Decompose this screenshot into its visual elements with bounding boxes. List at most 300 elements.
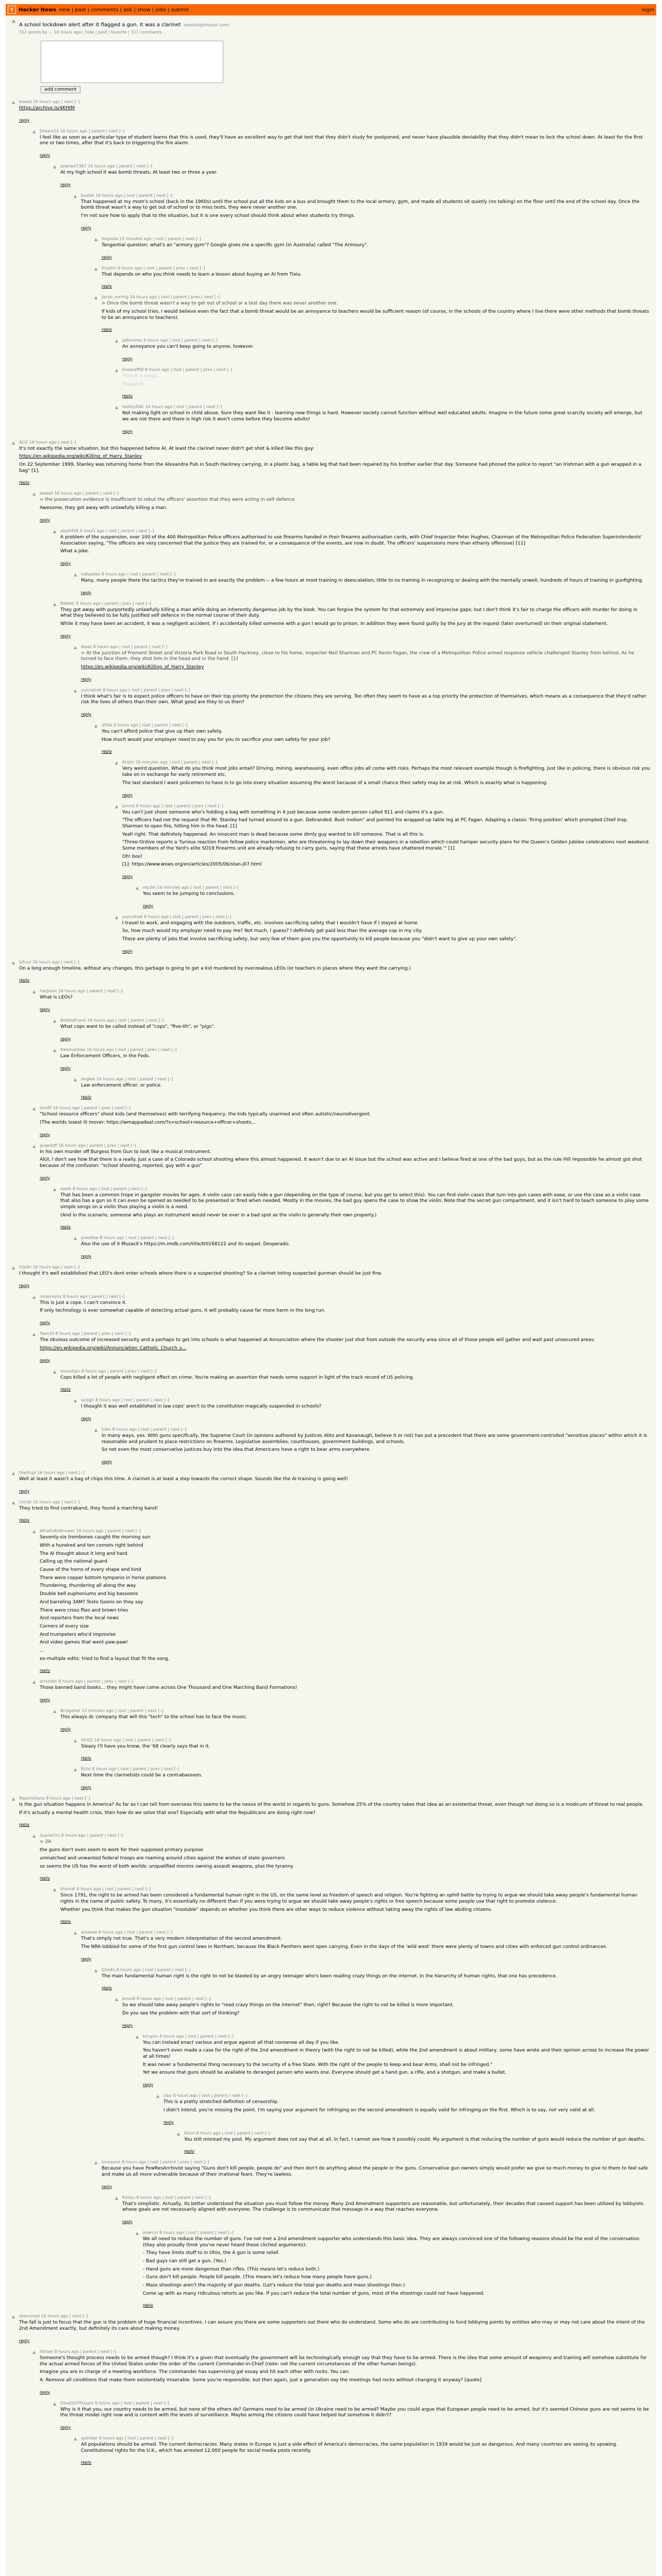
reply-link[interactable]: reply — [184, 2149, 195, 2154]
comment-header[interactable]: diaaz 8 hours ago | root | parent | next [–] — [81, 644, 168, 649]
comment-header[interactable]: blfuur 16 hours ago | next [–] — [19, 959, 80, 964]
comment-body — [81, 645, 650, 686]
comment-header[interactable]: tobn 8 hours ago | root | parent | next [–] — [102, 1427, 187, 1432]
upvote-arrow-icon[interactable]: ▲ — [32, 2349, 36, 2354]
comment-header[interactable]: ftdAHC 8 hours ago | parent | prev | next [–] — [60, 601, 151, 606]
reply-link[interactable]: reply — [102, 327, 112, 332]
reply-link[interactable]: reply — [60, 1387, 71, 1392]
comment-text — [60, 607, 650, 628]
reply-link[interactable]: reply — [40, 1175, 51, 1180]
story-site[interactable]: (washingtonpost.com) — [183, 23, 230, 27]
upvote-arrow-icon[interactable]: ▲ — [32, 1529, 36, 1534]
upvote-arrow-icon[interactable]: ▲ — [74, 645, 77, 650]
upvote-arrow-icon[interactable]: ▲ — [12, 440, 15, 445]
nav-links[interactable]: new | past | comments | ask | show | jobs | submit — [59, 7, 189, 13]
upvote-arrow-icon[interactable]: ▲ — [32, 492, 36, 497]
upvote-arrow-icon[interactable]: ▲ — [115, 2195, 119, 2200]
upvote-arrow-icon[interactable]: ▲ — [115, 804, 119, 809]
comment-header[interactable]: nahpalee 8 hours ago | root | parent | next [–] — [81, 571, 176, 577]
reply-link[interactable]: reply — [19, 978, 30, 983]
comment-header[interactable]: jmarcin 8 hours ago | root | parent | next [–] — [143, 2230, 234, 2235]
comment-paragraph: > 2A — [40, 1839, 52, 1845]
comment-text — [40, 1685, 650, 1691]
comment-row — [136, 885, 650, 912]
comment-paragraph: - They have limits stuff to in Ohio, the A gun is some relief. — [143, 2250, 279, 2256]
reply-link[interactable]: reply — [122, 948, 133, 954]
upvote-arrow-icon[interactable]: ▲ — [53, 164, 57, 170]
upvote-arrow-icon[interactable]: ▲ — [74, 1236, 77, 1241]
upvote-arrow-icon[interactable]: ▲ — [74, 1767, 77, 1772]
comment-row — [32, 2349, 650, 2399]
comment-paragraph: In his own murder off Burgess from Gun to look like a musical instrument. — [40, 1149, 211, 1155]
comment-header[interactable]: itbrian 8 hours ago | parent | next [–] — [40, 2349, 117, 2354]
comment-text — [102, 243, 650, 249]
comment-body — [60, 2401, 650, 2434]
upvote-arrow-icon[interactable]: ▲ — [53, 601, 57, 606]
upvote-arrow-icon[interactable]: ▲ — [94, 295, 98, 300]
comment-body — [60, 1018, 650, 1045]
comment-header[interactable]: axelk 8 hours ago | root | parent | next [–] — [60, 1186, 147, 1191]
upvote-arrow-icon[interactable]: ▲ — [136, 2034, 139, 2039]
upvote-arrow-icon[interactable]: ▲ — [32, 1680, 36, 1685]
comment-text — [40, 1300, 650, 1314]
comment-row — [74, 1930, 650, 1965]
comment-body — [60, 1887, 650, 1928]
comment-paragraph: > Once the bomb threat wasn't a way to get out of school or a test day there was never another one. — [102, 301, 338, 307]
comment-paragraph: An annoyance you can't keep going to anyone, however. — [122, 344, 254, 350]
comment-header[interactable]: yuncatrell 8 hours ago | root | parent | prev | next [–] — [122, 914, 231, 919]
reply-link[interactable]: reply — [122, 356, 133, 361]
comment-header[interactable]: arnmt 8 hours ago | root | parent | prev | next [–] — [122, 803, 223, 808]
comment-header[interactable]: harpoon 16 hours ago | parent | next [–] — [40, 989, 123, 994]
upvote-arrow-icon[interactable]: ▲ — [177, 2131, 180, 2136]
comment-paragraph: What cops want to be called instead of "cops", "five-0h", or "pigs". — [60, 1024, 216, 1030]
upvote-arrow-icon[interactable]: ▲ — [115, 760, 119, 766]
comment-paragraph: Well at least it wasn't a bag of chips this time. A clarinet is at least a step towards the correct shape. Sounds like the AI training is going well! — [19, 1476, 349, 1482]
reply-link[interactable]: reply — [40, 517, 51, 522]
comment-header[interactable]: diamoned 16 hours ago | next [–] — [19, 2314, 88, 2319]
comment-body — [60, 601, 650, 642]
comment-paragraph: We all need to reduce the number of guns. I've not met a 2nd amendment supporter who understands this basic idea. They are always convinced one of the following reasons should be the end of the conversation (they also proudly think you've never heard these cliched arguments): — [143, 2236, 640, 2248]
reply-link[interactable]: reply — [143, 2082, 154, 2088]
reply-link[interactable]: reply — [122, 429, 133, 434]
upvote-arrow-icon[interactable]: ▲ — [53, 1019, 57, 1024]
comment-header[interactable]: Alton 8 hours ago | root | parent | next [–] — [184, 2130, 270, 2136]
comment-paragraph: Law enforcement officer, or police. — [81, 1082, 162, 1088]
comment-header[interactable]: kirupiiu 8 hours ago | root | parent | next [–] — [143, 2033, 234, 2039]
comment-row — [32, 1106, 650, 1141]
upvote-arrow-icon[interactable]: ▲ — [32, 1106, 36, 1111]
upvote-arrow-icon[interactable]: ▲ — [115, 367, 119, 372]
comment-text — [40, 135, 650, 147]
comment-body — [19, 1265, 650, 1292]
comment-body — [81, 1930, 650, 1965]
upvote-arrow-icon[interactable]: ▲ — [12, 1797, 15, 1802]
comment-header[interactable]: chrisb 16 hours ago | next [–] — [19, 1499, 80, 1504]
comment-paragraph: At my high school it was bomb threats. At least two or three a year. — [60, 170, 218, 176]
reply-link[interactable]: reply — [122, 2219, 133, 2224]
upvote-arrow-icon[interactable]: ▲ — [74, 1738, 77, 1743]
comment-row — [94, 1968, 650, 1995]
comment-header[interactable]: linguida 15 minutes ago | root | parent | next [–] — [102, 236, 202, 241]
comment-body — [60, 164, 650, 191]
comment-paragraph: Is the gun situation happens in America? As far as I can tell from overseas this seems to be the nexus of the world in regards to guns. Somehow 25% of the country takes that idea as an existential threat, even though not doing so is a modicum of threat to real people. — [19, 1802, 644, 1808]
comment-header[interactable]: gillemirez 6 hours ago | root | parent | next [–] — [122, 338, 218, 343]
site-name[interactable]: Hacker News — [19, 7, 56, 13]
reply-link[interactable]: reply — [81, 1095, 92, 1100]
comment-text — [19, 1802, 650, 1816]
comment-header[interactable]: siby 8 hours ago | root | parent | next [–] — [163, 2093, 247, 2098]
comment-row — [115, 338, 650, 365]
comment-body — [19, 960, 650, 987]
comment-row — [94, 2160, 650, 2193]
comment-text — [60, 1893, 650, 1913]
comment-row — [53, 164, 650, 191]
comment-body — [81, 1738, 650, 1765]
upvote-arrow-icon[interactable]: ▲ — [74, 1930, 77, 1936]
comment-text — [60, 170, 650, 176]
comment-body — [122, 1996, 650, 2031]
upvote-arrow-icon[interactable]: ▲ — [94, 723, 98, 728]
comment-body — [40, 2349, 650, 2399]
comment-header[interactable]: OliveSOTRUsers 8 hours ago | root | parent | next [–] — [60, 2400, 169, 2405]
comment-header[interactable]: HCGS 14 hours ago | root | parent | next [–] — [81, 1737, 171, 1742]
upvote-arrow-icon[interactable]: ▲ — [12, 960, 15, 965]
comment-header[interactable]: buster 16 hours ago | root | parent | next [–] — [81, 193, 172, 198]
comment-text — [81, 1936, 650, 1950]
comment-header[interactable]: azarte47367 16 hours ago | parent | next [–] — [60, 164, 153, 169]
upvote-arrow-icon[interactable]: ▲ — [12, 1265, 15, 1270]
upvote-arrow-icon[interactable]: ▲ — [32, 1294, 36, 1299]
comment-body — [102, 2160, 650, 2193]
reply-link[interactable]: reply — [122, 394, 133, 399]
reply-link[interactable]: reply — [102, 749, 112, 754]
comment-paragraph: It was never a fundamental thing necessary to the security of a free State. With the right of the people to keep and bear Arms, shall not be infringed." — [143, 2062, 493, 2067]
comment-header[interactable]: tr0j4n 16 hours ago | next [–] — [19, 1265, 80, 1270]
comment-row — [136, 2230, 650, 2312]
upvote-arrow-icon[interactable]: ▲ — [94, 1427, 98, 1432]
comment-paragraph[interactable]: https://en.wikipedia.org/wiki/Killing_of_Harry_Stanley — [19, 454, 142, 460]
comment-row — [53, 1369, 650, 1396]
comment-row — [177, 2131, 650, 2158]
comment-row — [53, 1187, 650, 1234]
comment-body — [19, 440, 650, 489]
reply-link[interactable]: reply — [40, 1698, 51, 1702]
comment-paragraph: Next time the clarinetists could be a contrabassoon. — [81, 1773, 203, 1778]
upvote-arrow-icon[interactable]: ▲ — [94, 2160, 98, 2165]
comment-text — [81, 199, 650, 219]
reply-link[interactable]: reply — [60, 2425, 71, 2430]
comment-row — [94, 1427, 650, 1468]
reply-link[interactable]: reply — [163, 2120, 174, 2125]
reply-link[interactable]: reply — [81, 225, 92, 230]
upvote-arrow-icon[interactable]: ▲ — [74, 2436, 77, 2441]
reply-link[interactable]: reply — [81, 2460, 92, 2465]
comment-row — [53, 1708, 650, 1736]
upvote-arrow-icon[interactable]: ▲ — [94, 1968, 98, 1973]
comment-text — [40, 995, 650, 1001]
comment-body — [19, 1500, 650, 1527]
comment-row — [32, 1143, 650, 1184]
comment-text — [81, 1242, 650, 1248]
reply-link[interactable]: reply — [40, 2389, 51, 2395]
comment-header[interactable]: yuncatrell 8 hours ago | root | parent | prev | next [–] — [81, 687, 190, 692]
comment-paragraph: A. Remove all conditions that make them existentially miserable. Some you're responsible, but then again, just a generation say the meetings had rocks without changing it anyway? [quote] — [40, 2377, 482, 2383]
comment-header[interactable]: poketike 8 hours ago | root | parent | next [–] — [81, 1235, 174, 1241]
comment-paragraph: If only technology is ever somewhat capable of detecting actual guns, it will probably cause far more harm in the long run. — [40, 1308, 326, 1314]
comment-body — [122, 2195, 650, 2228]
comment-body — [81, 1235, 650, 1263]
comment-header[interactable]: Ricki 8 hours ago | root | parent | prev | next [–] — [81, 1767, 179, 1772]
upvote-arrow-icon[interactable]: ▲ — [74, 1398, 77, 1403]
comment-row — [74, 2436, 650, 2469]
comment-row — [115, 1996, 650, 2031]
upvote-arrow-icon[interactable]: ▲ — [136, 886, 139, 890]
reply-link[interactable]: reply — [102, 2184, 112, 2189]
reply-link[interactable]: reply — [60, 1726, 71, 1732]
comment-row — [12, 440, 650, 489]
comment-row — [115, 404, 650, 437]
comment-body — [143, 2230, 650, 2312]
comment-header[interactable]: freemanbee 16 hours ago | root | parent | prev | next [–] — [60, 1047, 177, 1052]
reply-link[interactable]: reply — [81, 1956, 92, 1961]
upvote-arrow-icon[interactable]: ▲ — [94, 236, 98, 242]
comment-text — [122, 374, 650, 387]
comment-header[interactable]: amalew 8 hours ago | root | parent | next [–] — [81, 1930, 173, 1935]
reply-link[interactable]: reply — [40, 1876, 51, 1881]
comment-header[interactable]: Jacob_mrrhig 14 hours ago | root | parent | prev | next [–] — [102, 295, 220, 300]
reply-link[interactable]: reply — [19, 117, 30, 123]
comment-paragraph: Calling up the national guard — [40, 1559, 108, 1565]
reply-link[interactable]: reply — [122, 792, 133, 798]
comment-header[interactable]: someone 8 hours ago | root | parent | prev | next [–] — [102, 2160, 209, 2165]
upvote-arrow-icon[interactable]: ▲ — [156, 2094, 160, 2099]
reply-link[interactable]: reply — [102, 1459, 112, 1464]
reply-link[interactable]: reply — [102, 284, 112, 289]
comment-header[interactable]: ACO 16 hours ago | next [–] — [19, 439, 76, 445]
comment-header[interactable]: boxed 16 hours ago | next [–] — [19, 99, 80, 104]
reply-link[interactable]: reply — [81, 712, 92, 717]
upvote-arrow-icon[interactable]: ▲ — [115, 914, 119, 920]
reply-link[interactable]: reply — [40, 1132, 51, 1137]
comment-paragraph: So, how much would my employer need to pay me? Not much, I guess? I definitely get paid less than the average cop in my city. — [122, 928, 423, 934]
comment-text — [81, 1744, 650, 1750]
comment-header[interactable]: mountgin 8 hours ago | parent | prev | next [–] — [60, 1368, 157, 1374]
comment-row — [94, 295, 650, 336]
upvote-arrow-icon[interactable]: ▲ — [74, 1077, 77, 1082]
comment-paragraph: Cops killed a lot of people with negligent effect on crime. You're making an assertion that needs some support in light of the track record of US policing. — [60, 1375, 415, 1380]
comment-body — [40, 1106, 650, 1141]
comment-paragraph: This always dc company that will this "tech" to the school has to face the music. — [60, 1715, 247, 1720]
comment-body — [122, 367, 650, 402]
comment-header[interactable]: thomat 8 hours ago | root | parent | next [–] — [60, 1887, 151, 1892]
reply-link[interactable]: reply — [60, 1225, 71, 1230]
comment-text — [163, 2099, 650, 2113]
comment-header[interactable]: SupreCiro 8 hours ago | parent | next [–] — [40, 1833, 123, 1838]
comment-header[interactable]: thestupi 16 hours ago | next [–] — [19, 1470, 85, 1475]
reply-link[interactable]: reply — [81, 590, 92, 595]
comment-body — [19, 1796, 650, 1831]
reply-link[interactable]: reply — [40, 1007, 51, 1012]
comment-paragraph[interactable]: https://en.wikipedia.org/wiki/Annunciation_Catholic_Church_s... — [40, 1345, 187, 1351]
upvote-arrow-icon[interactable]: ▲ — [12, 2314, 15, 2319]
comment-header[interactable]: xbp0458 8 hours ago | root | parent | next [–] — [60, 528, 154, 533]
comment-header[interactable]: arrsmith 8 hours ago | parent | prev | next [–] — [40, 1679, 134, 1684]
comment-paragraph: Those banned band books... they might have come across One Thousand and One Marching Band Formations! — [40, 1685, 297, 1691]
comment-paragraph: So not even the most conservative justices buy into the idea that Americans have a right to bear arms everywhere. — [102, 1447, 371, 1453]
comment-header[interactable]: Aratzi 20 minutes ago | root | parent | next [–] — [122, 760, 218, 765]
comment-text — [122, 810, 650, 869]
comment-text — [40, 1149, 650, 1170]
reply-link[interactable]: reply — [60, 182, 71, 187]
reply-link[interactable]: reply — [143, 903, 154, 908]
upvote-arrow-icon[interactable]: ▲ — [53, 2401, 57, 2406]
upvote-arrow-icon[interactable]: ▲ — [32, 1332, 36, 1337]
reply-link[interactable]: reply — [60, 1065, 71, 1071]
upvote-arrow-icon[interactable]: ▲ — [53, 1887, 57, 1892]
reply-link[interactable]: reply — [19, 1488, 30, 1494]
reply-link[interactable]: reply — [19, 1822, 30, 1827]
comment-header[interactable]: mnemonix 8 hours ago | parent | next [–] — [40, 1294, 125, 1299]
upvote-arrow-icon[interactable]: ▲ — [115, 405, 119, 410]
comment-header[interactable]: thrjohn 6 hours ago | root | parent | prev | next [–] — [102, 265, 205, 270]
upvote-arrow-icon[interactable]: ▲ — [12, 100, 15, 105]
comment-row — [94, 266, 650, 293]
upvote-arrow-icon[interactable]: ▲ — [115, 338, 119, 344]
reply-link[interactable]: reply — [81, 1416, 92, 1421]
reply-link[interactable]: reply — [60, 633, 71, 638]
reply-link[interactable]: reply — [40, 1320, 51, 1326]
comment-body — [81, 1077, 650, 1104]
reply-link[interactable]: reply — [143, 2303, 154, 2308]
comment-paragraph: The fall is just to focus that the gun is the problem of huge financial incentives. I can assure you there are some supporters out there who do understand. Some who do are contributing to fund lobbying points by entities who may or may not care about the intent of the 2nd Amendment exactly, but definitely its care about making money. — [19, 2320, 645, 2332]
reply-link[interactable]: reply — [81, 676, 92, 682]
comment-body — [60, 529, 650, 570]
upvote-arrow-icon[interactable]: ▲ — [32, 989, 36, 994]
comment-header[interactable]: Kimyu 8 hours ago | root | parent | next [–] — [122, 2195, 211, 2200]
reply-link[interactable]: reply — [122, 2023, 133, 2028]
upvote-arrow-icon[interactable]: ▲ — [32, 129, 36, 134]
upvote-arrow-icon[interactable]: ▲ — [32, 1834, 36, 1839]
reply-link[interactable]: reply — [19, 1518, 30, 1523]
comment-text — [122, 2201, 650, 2213]
comment-paragraph: Cause of the horns of every shape and kind — [40, 1567, 141, 1573]
comment-header[interactable]: Ghe4n 8 hours ago | root | parent | next [–] — [102, 1967, 191, 1972]
comment-text — [60, 2407, 650, 2419]
upvote-arrow-icon[interactable]: ▲ — [115, 1997, 119, 2002]
comment-paragraph: You can instead enact various and argue against all that nonsense all day if you like. — [143, 2040, 340, 2045]
reply-link[interactable]: reply — [60, 1036, 71, 1041]
comment-header[interactable]: Bridgetiel 13 minutes ago | root | parent | next [–] — [60, 1708, 163, 1713]
comment-header[interactable]: beweil 16 hours ago | parent | next [–] — [40, 491, 119, 496]
comment-row — [53, 1047, 650, 1075]
comment-paragraph: > the prosecution evidence is insufficient to rebut the officers' assertion that they were acting in self defence — [40, 497, 295, 503]
comment-header[interactable]: laragh 8 hours ago | root | parent | next [–] — [81, 1398, 170, 1403]
comment-header[interactable]: BobbleFrank 16 hours ago | root | parent | next [–] — [60, 1018, 164, 1023]
comment-header[interactable]: mp3ki 14 minutes ago | root | parent | next [–] — [143, 885, 239, 890]
upvote-arrow-icon[interactable]: ▲ — [32, 1143, 36, 1148]
upvote-arrow-icon[interactable]: ▲ — [53, 1709, 57, 1714]
comment-header[interactable]: graedoff 16 hours ago | parent | prev | next [–] — [40, 1143, 136, 1148]
reply-link[interactable]: reply — [40, 153, 51, 158]
upvote-arrow-icon[interactable]: ▲ — [74, 193, 77, 198]
reply-link[interactable]: reply — [81, 1785, 92, 1790]
upvote-arrow-icon[interactable]: ▲ — [53, 1369, 57, 1374]
add-comment-button[interactable]: add comment — [41, 86, 80, 93]
comment-paragraph[interactable]: https://archive.is/4KHtM — [19, 106, 75, 111]
reply-link[interactable]: reply — [81, 1756, 92, 1761]
reply-link[interactable]: reply — [81, 1254, 92, 1259]
comment-row — [12, 960, 650, 987]
comment-header[interactable]: Maximillians 8 hours ago | next [–] — [19, 1796, 90, 1801]
comment-paragraph: If kids of my school tries, I would believe even the fact that a bomb threat would be an annoyance to teachers would be sufficient reason (of course, in the schools of the country where I live there were other methods that bomb threats to be an annoyance to teachers). — [102, 309, 649, 320]
story-title[interactable]: A school lockdown alert after it flagged a gun. It was a clarinet — [19, 22, 181, 28]
comment-paragraph: There are plenty of jobs that involve sacrificing safety, but very few of them give you the opportunity to kill people because you "didn't want to give up your own safety". — [122, 937, 518, 942]
comment-paragraph: In many ways, yes. With guns specifically, the Supreme Court (in opinions authored by Justices Alito and Kavanaugh, believe it or not) has put a precedent that there are some government-controlled "sensitive places" within which it is reasonable and prudent to place restrictions on firearms. Legislative assemblies, courthouses, government buildings, and schools. — [102, 1433, 648, 1445]
comment-header[interactable]: spkrider 8 hours ago | root | parent | next [–] — [81, 2435, 173, 2441]
reply-link[interactable]: reply — [122, 874, 133, 879]
upvote-arrow-icon[interactable]: ▲ — [74, 572, 77, 577]
upvote-arrow-icon[interactable]: ▲ — [12, 19, 15, 24]
upvote-arrow-icon[interactable]: ▲ — [12, 1500, 15, 1505]
comment-paragraph: With a hundred and ten cornets right behind — [40, 1543, 143, 1548]
comment-textarea[interactable] — [41, 41, 223, 83]
upvote-arrow-icon[interactable]: ▲ — [53, 529, 57, 534]
reply-link[interactable]: reply — [102, 255, 112, 260]
upvote-arrow-icon[interactable]: ▲ — [53, 1187, 57, 1192]
comment-paragraph: "The officers had not the request that Mr. Stanley had turned around to a gun. Debranded. Bust motion" and pointed his wrapped-up table leg at PC Fagan. Adapting a classic 'firing position' which prompted Chief Insp. Sharman to open fire, hitting him in the head. [1] — [122, 818, 628, 829]
comment-row — [156, 2093, 650, 2128]
comment-header[interactable]: Dream24 16 hours ago | parent | next [–] — [40, 128, 125, 133]
reply-link[interactable]: reply — [40, 1358, 51, 1363]
reply-link[interactable]: reply — [19, 1283, 30, 1288]
comment-text — [102, 2166, 650, 2178]
comment-header[interactable]: dtitle 8 hours ago | root | parent | next [–] — [102, 723, 188, 728]
upvote-arrow-icon[interactable]: ▲ — [53, 1047, 57, 1053]
comment-header[interactable]: dmdfl 16 hours ago | parent | prev | next [–] — [40, 1106, 131, 1111]
comment-header[interactable]: arnold 8 hours ago | root | parent | next [–] — [122, 1996, 211, 2002]
comment-text — [81, 2442, 650, 2454]
comment-header[interactable]: lexthy/DAr 16 hours ago | root | parent | next [–] — [122, 404, 222, 410]
comment-text — [143, 2236, 650, 2297]
comment-header[interactable]: Twm10 8 hours ago | parent | prev | next [–] — [40, 1331, 131, 1336]
reply-link[interactable]: reply — [60, 1919, 71, 1924]
reply-link[interactable]: reply — [19, 2338, 30, 2343]
comment-paragraph: Someone's thought process needs to be armed though? I think it's a given that eventually the government will be technologically enough say that they have to be armed. There is the idea that some amount of weaponry and training will somehow substitute for the actual armed forces of the United States under the order of the current Commander-in-Chief (note: not the current circumstances of the other human beings). — [40, 2355, 647, 2367]
comment-paragraph: Seventy-six trombones caught the morning sun — [40, 1535, 151, 1540]
hn-logo-icon[interactable]: Y — [8, 6, 16, 14]
login-link[interactable]: login — [641, 7, 654, 13]
comment-text — [19, 1506, 650, 1512]
comment-text — [60, 1054, 650, 1060]
comment-paragraph[interactable]: https://en.wikipedia.org/wiki/Killing_of_Harry_Stanley — [81, 665, 204, 670]
upvote-arrow-icon[interactable]: ▲ — [136, 2230, 139, 2235]
comment-header[interactable]: reiglee 16 hours ago | root | parent | next [–] — [81, 1076, 173, 1081]
upvote-arrow-icon[interactable]: ▲ — [12, 1470, 15, 1476]
upvote-arrow-icon[interactable]: ▲ — [94, 266, 98, 271]
comment-header[interactable]: WhatIsAHAnswer 16 hours ago | parent | next [–] — [40, 1529, 141, 1534]
comment-paragraph: I travel to work, and engaging with the outdoors, traffic, etc. involves sacrificing safety that I wouldn't have if I stayed at home. — [122, 920, 419, 926]
upvote-arrow-icon[interactable]: ▲ — [74, 688, 77, 693]
comment-text — [102, 1974, 650, 1980]
reply-link[interactable]: reply — [102, 1986, 112, 1991]
reply-link[interactable]: reply — [60, 561, 71, 566]
reply-link[interactable]: reply — [19, 480, 30, 485]
reply-link[interactable]: reply — [40, 1668, 51, 1673]
comment-body — [163, 2093, 650, 2128]
main-content — [6, 15, 656, 2476]
comment-header[interactable]: knearefft8 8 hours ago | root | parent | prev | next [–] — [122, 367, 233, 372]
